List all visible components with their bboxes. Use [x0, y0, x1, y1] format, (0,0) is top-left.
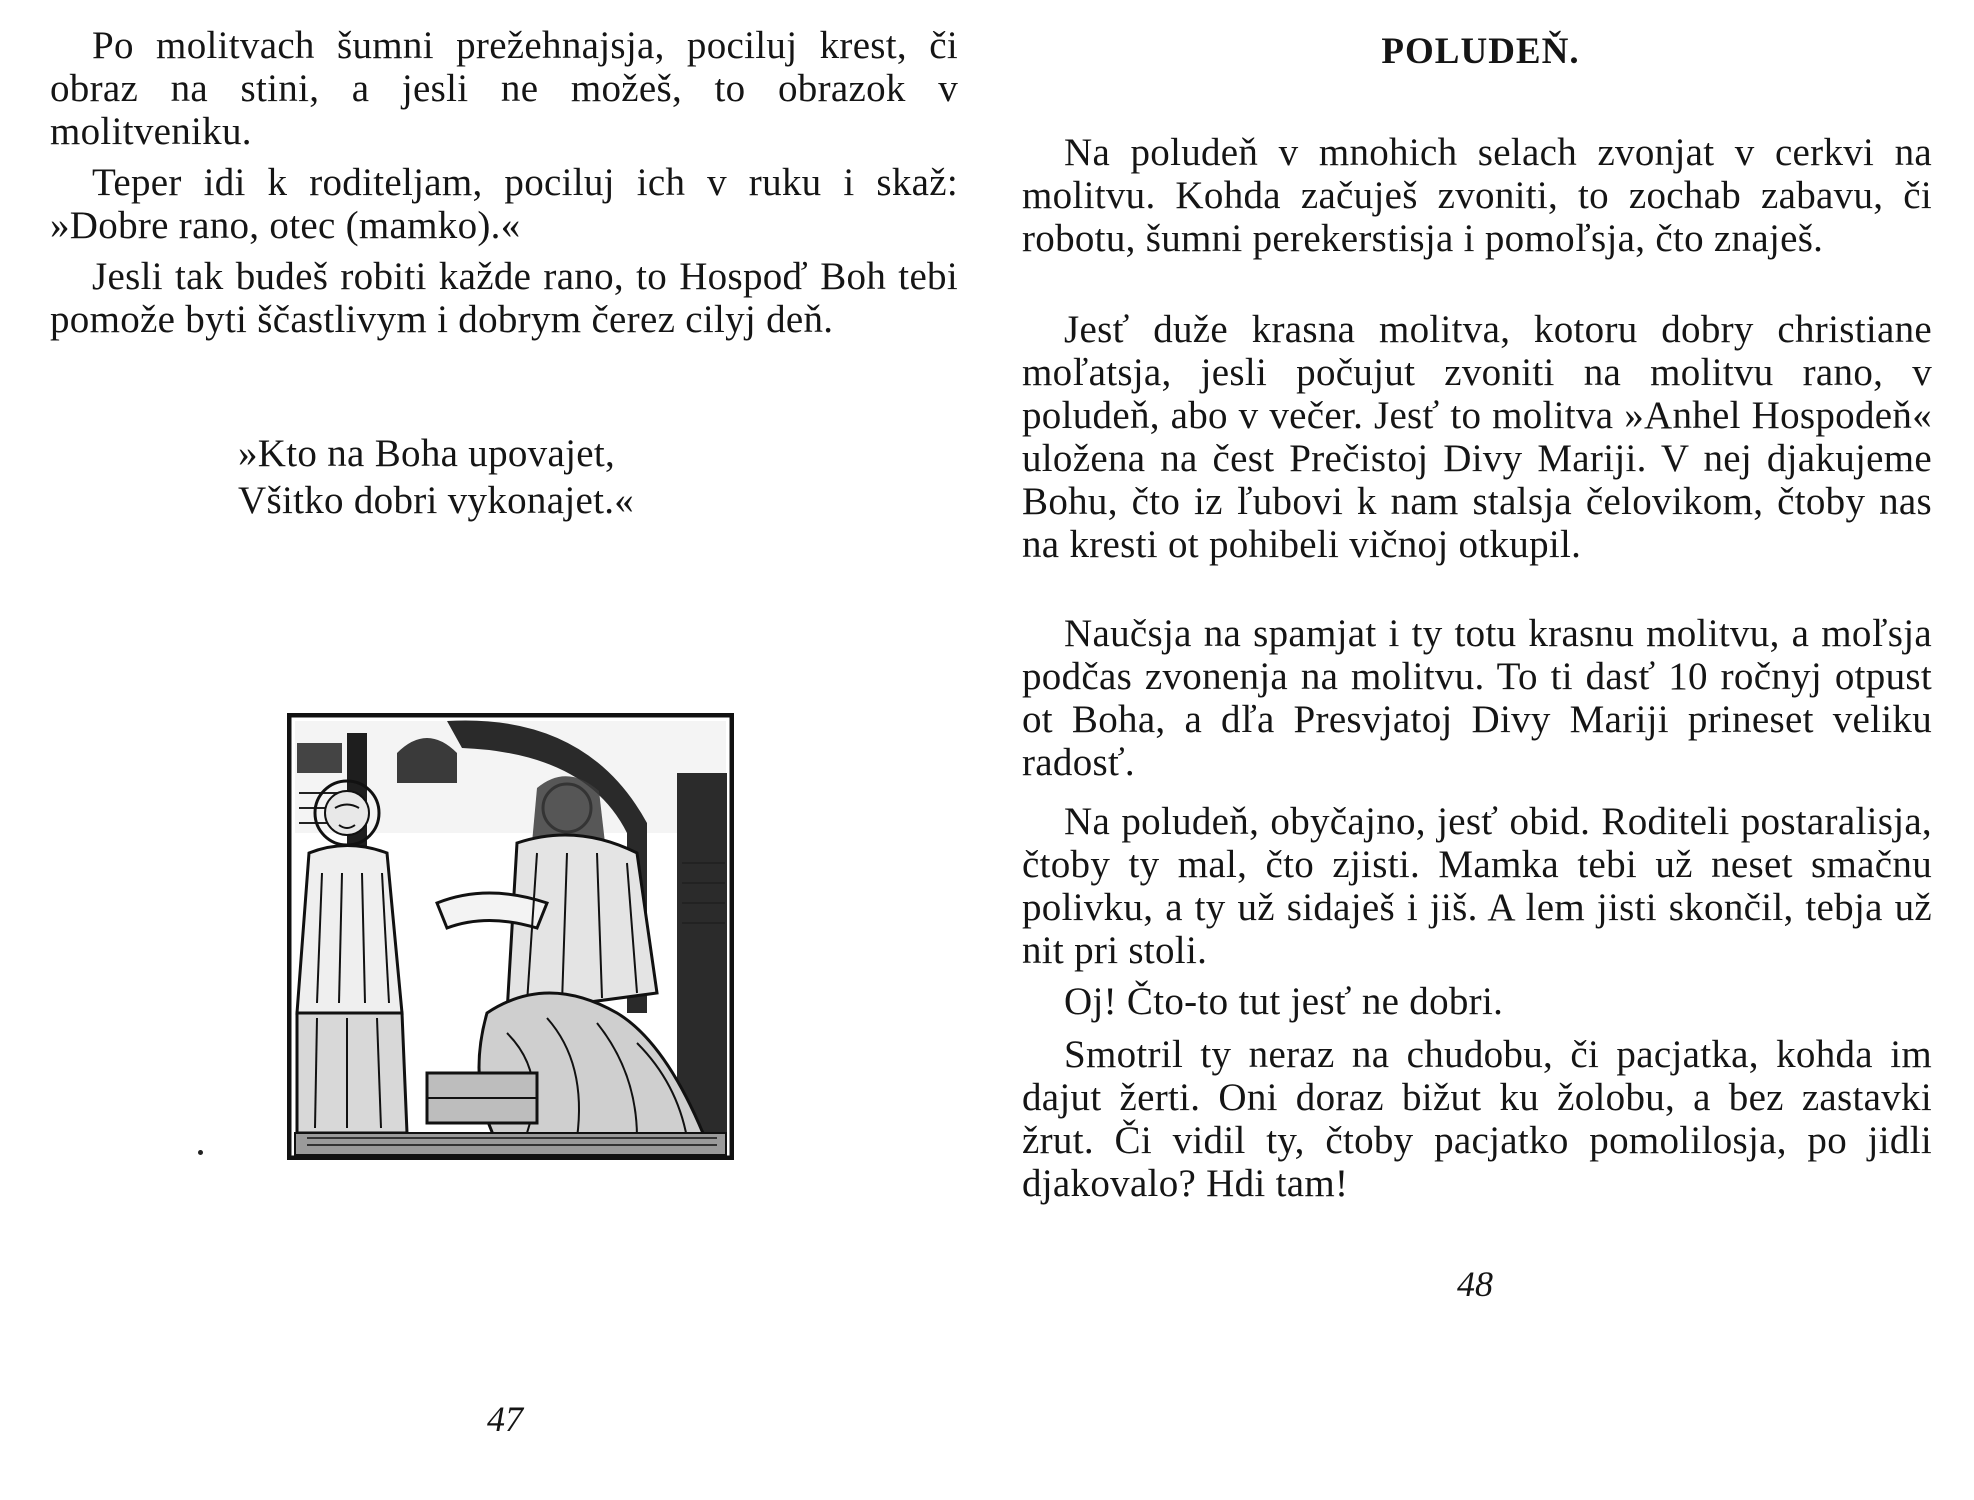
paragraph-1: Po molitvach šumni prežehnajsja, pociluj krest, či obraz na stini, a jesli ne možeš, to obrazok v molitveniku.: [50, 24, 958, 153]
paragraph-7: Na poludeň, obyčajno, jesť obid. Roditeli postaralisja, čtoby ty mal, čto zjisti. Mamka tebi už neset smačnu polivku, a ty už sidaješ i jiš. A lem jisti skončil, tebja už nit pri stoli.: [1022, 800, 1932, 972]
religious-engraving-illustration: [287, 713, 734, 1160]
paragraph-6: Naučsja na spamjat i ty totu krasnu molitvu, a moľsja podčas zvonenja na molitvu. To ti dasť 10 ročnyj otpust ot Boha, a dľa Presvjatoj Divy Mariji prineset veliku radosť.: [1022, 612, 1932, 784]
poem-line-2: Všitko dobri vykonajet.«: [238, 479, 635, 522]
paragraph-8: Oj! Čto-to tut jesť ne dobri.: [1064, 980, 1504, 1023]
paragraph-4: Na poludeň v mnohich selach zvonjat v cerkvi na molitvu. Kohda začuješ zvoniti, to zochab zabavu, či robotu, šumni perekerstisja i pomoľsja, čto znaješ.: [1022, 131, 1932, 260]
page-number-right: 48: [1457, 1264, 1493, 1304]
paragraph-5: Jesť duže krasna molitva, kotoru dobry christiane moľatsja, jesli počujut zvoniti na molitvu rano, v poludeň, abo v večer. Jesť to molitva »Anhel Hospodeň« uložena na čest Prečistoj Divy Mariji. V nej djakujeme Bohu, čto iz ľubovi k nam stalsja čelovikom, čtoby nas na kresti ot pohibeli vičnoj otkupil.: [1022, 308, 1932, 566]
paragraph-2: Teper idi k roditeljam, pociluj ich v ruku i skaž: »Dobre rano, otec (mamko).«: [50, 161, 958, 247]
paragraph-9: Smotril ty neraz na chudobu, či pacjatka, kohda im dajut žerti. Oni doraz bižut ku žolobu, a bez zastavki žrut. Či vidil ty, čtoby pacjatko pomolilosja, po jidli djakovalo? Hdi tam!: [1022, 1033, 1932, 1205]
poem: [238, 430, 634, 524]
ink-speck: [198, 1150, 203, 1155]
poem-line-1: »Kto na Boha upovajet,: [238, 432, 616, 475]
paragraph-3: Jesli tak budeš robiti každe rano, to Hospoď Boh tebi pomože byti ščastlivym i dobrym čerez cilyj deň.: [50, 255, 958, 341]
page-number-left: 47: [487, 1399, 523, 1439]
right-page: [987, 0, 1974, 1500]
chapter-title: POLUDEŇ.: [1381, 31, 1580, 72]
